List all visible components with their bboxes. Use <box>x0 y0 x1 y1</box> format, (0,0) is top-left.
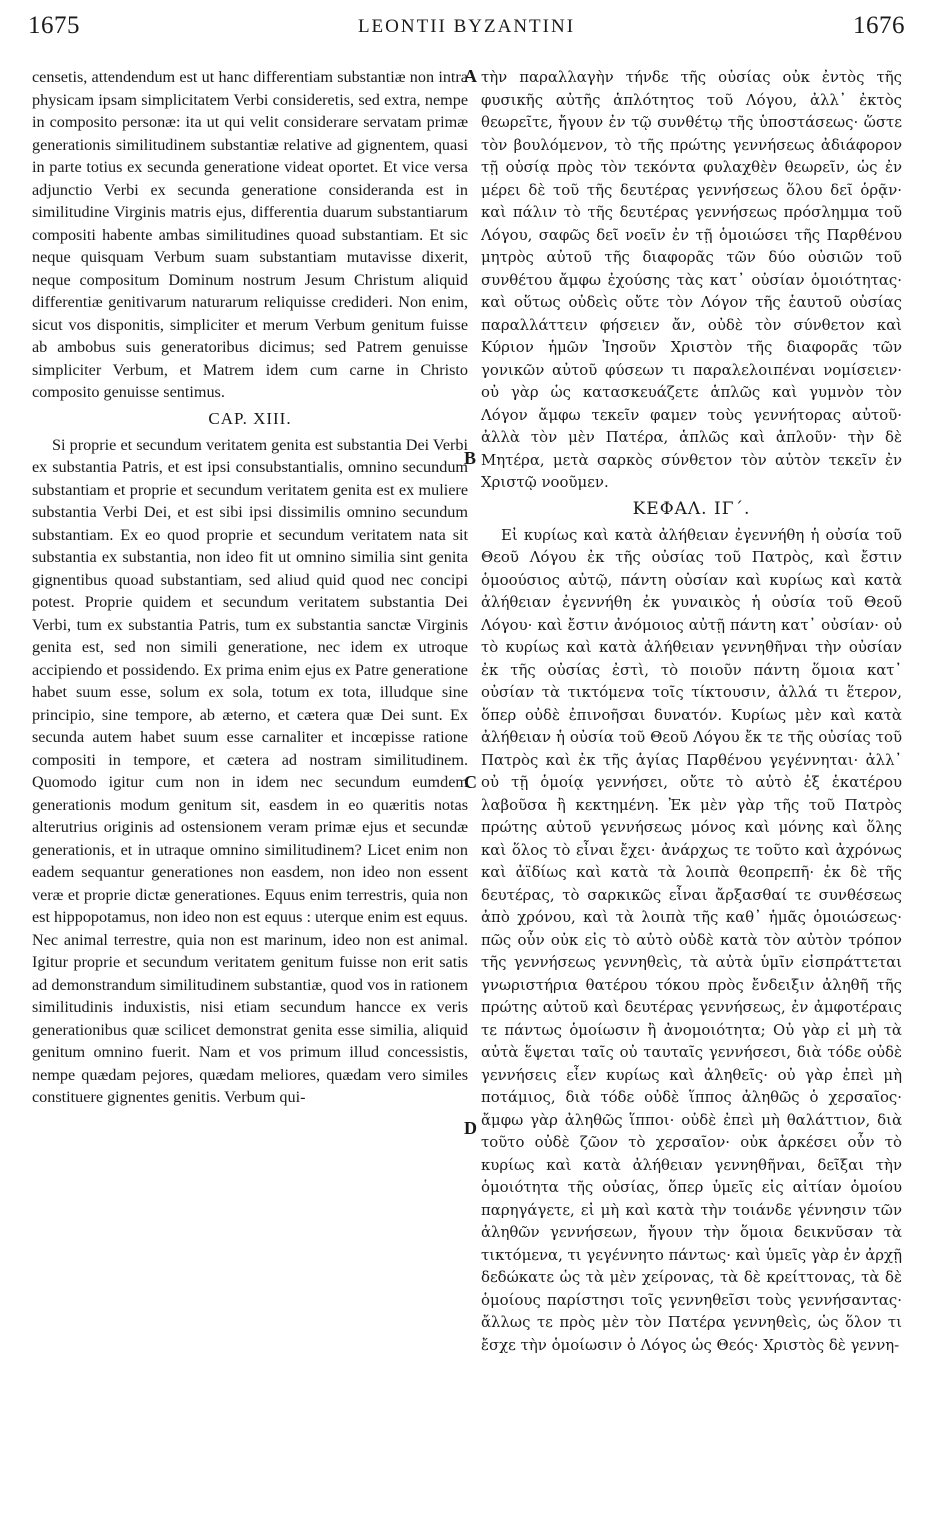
margin-letter-c: C <box>464 772 477 792</box>
margin-letter-a: A <box>464 66 477 86</box>
latin-paragraph-2: Si proprie et secundum veritatem genita est substantia Dei Verbi ex substantia Patris, et est ipsi consubstantialis, omnino secundum substantiam et proprie et secundum veritatem genita est ex muliere substantia Verbi Dei, et est sibi ipsi dissimilis omnino secundum substantiam. Ex eo quod proprie et secundum veritatem nata sit substantia ex substantia, non ideo fit ut omnino similia sint genita gignentibus quoad substantiam, sed aliud quid quod nec concipi potest. Proprie quidem et secundum veritatem substantia Dei Verbi, tum ex substantia Patris, tum ex substantia sanctæ Virginis genita est, sed non simili generatione, nec idem ex utroque accipiendo et possidendo. Ex prima enim ejus ex Patre generatione habet suum esse, solum ex sola, totum ex tota, illudque sine principio, sine tempore, ab æterno, et cætera quæ Dei sunt. Ex secunda autem habet suum esse carnaliter et incœpisse ratione compositi in tempore, et cætera ad nostram similitudinem. Quomodo igitur cum non in idem nec secundum eumdem generationis modum genitum sit, easdem in eo quæritis notas alterutrius originis ad ostensionem veram primæ ejus et secundæ generationis, et in utraque omnino similitudinem? Licet enim non eadem sequantur generationes non easdem, non ideo non essent veræ et proprie dictæ generationes. Equus enim terrestris, quia non est hippopotamus, non ideo non est equus : uterque enim est equus. Nec animal terrestre, quia non est marinum, ideo non est animal. Igitur proprie et secundum veritatem genitum fuisse non erit satis ad demonstrandum similitudinem substantiæ, quod vos in rationem similitudinis induxistis, nisi etiam secundum hancce ex veris generationibus quæ scilicet demonstrat genita esse similia, aliquid genitum omnino fuerit. Nam et vos primum illud concessistis, nempe quædam pejores, quædam meliores, quædam vero similes constituere gignentes genitis. Verbum qui- <box>32 435 468 1106</box>
running-header <box>28 12 905 52</box>
page-number-right: 1676 <box>853 12 905 39</box>
greek-chapter-heading: ΚΕΦΑΛ. ΙΓ΄. <box>632 498 751 519</box>
greek-paragraph-2: Εἰ κυρίως καὶ κατὰ ἀλήθειαν ἐγεννήθη ἡ οὐσία τοῦ Θεοῦ Λόγου ἐκ τῆς οὐσίας τοῦ Πατρὸς, καὶ ἔστιν ὁμοούσιος αὐτῷ, πάντη οὐσίαν καὶ κυρίως καὶ κατὰ ἀλήθειαν ἐγεννήθη ἐκ γυναικὸς ἡ οὐσία τοῦ Θεοῦ Λόγου· καὶ ἔστιν ἀνόμοιος αὐτῇ πάντη κατ᾽ οὐσίαν· οὐ τὸ κυρίως καὶ κατὰ ἀλήθειαν γεννηθῆναι τὴν οὐσίαν ἐκ τῆς οὐσίας ἐστὶ, τὸ ποιοῦν πάντη ὅμοια κατ᾽ οὐσίαν τὰ τικτόμενα τοῖς τίκτουσιν, ἀλλά τι ἕτερον, ὅπερ οὐδὲ ἐπινοῆσαι δυνατόν. Κυρίως μὲν καὶ κατὰ ἀλήθειαν ἡ οὐσία τοῦ Θεοῦ Λόγου ἔκ τε τῆς οὐσίας τοῦ Πατρὸς καὶ ἐκ τῆς ἁγίας Παρθένου γεγέννηται· ἀλλ᾽ οὐ τῇ ὁμοίᾳ γεννήσει, οὔτε τὸ αὐτὸ ἐξ ἑκατέρου λαβοῦσα ἢ κεκτημένη. Ἐκ μὲν γὰρ τῆς τοῦ Πατρὸς πρώτης αὐτοῦ γεννήσεως μόνος καὶ μόνης καὶ ὅλης καὶ ὅλος τὸ εἶναι ἔχει· ἀνάρχως τε τοῦτο καὶ ἀχρόνως καὶ ἀϊδίως καὶ κατὰ τὰ λοιπὰ θεοπρεπῆ· ἐκ δὲ τῆς δευτέρας, τὸ σαρκικῶς εἶναι ἄρξασθαί τε συνθέσεως ἀπὸ χρόνου, καὶ τὰ λοιπὰ τῆς καθ᾽ ἡμᾶς ὁμοιώσεως· πῶς οὖν οὐκ εἰς τὸ αὐτὸ οὐδὲ κατὰ τὸν αὐτὸν τρόπον τῆς γεννήσεως γεννηθεὶς, τὰ αὐτὰ ὑμῖν εἰσπράττεται γνωριστήρια θατέρου τόκου πρὸς ἔνδειξιν ἀληθῆ τῆς πρώτης αὐτοῦ καὶ δευτέρας γεννήσεως, ἐν ἀμφοτέραις τε πάντως ὁμοίωσιν ἢ ἀνομοιότητα; Οὐ γὰρ εἰ μὴ τὰ αὐτὰ ἕψεται ταῖς οὐ ταυταῖς γεννήσεσι, διὰ τόδε οὐδὲ γεννήσεις εἶεν κυρίως καὶ ἀληθεῖς· οὐ γὰρ ἐπεὶ μὴ ποτάμιος, διὰ τόδε οὐδὲ ἵππος ἀληθῶς ὁ χερσαῖος· ἄμφω γὰρ ἀληθῶς ἵπποι· οὐδὲ ἐπεὶ μὴ θαλάττιον, διὰ τοῦτο οὐδὲ ζῶον τὸ χερσαῖον· οὐκ ἀρκέσει οὖν τὸ κυρίως καὶ κατὰ ἀλήθειαν γεννηθῆναι, δεῖξαι τὴν ὁμοιότητα τῆς οὐσίας, ὅπερ ὑμεῖς εἰς αἰτίαν ὁμοίου παρηγάγετε, εἰ μὴ καὶ κατὰ τὴν τοιάνδε γέννησιν τῶν ἀληθῶν γεννήσεων, ἤγουν τὴν ὅμοια δεικνῦσαν τὰ τικτόμενα, τι γεγέννητο πάντως· καὶ ὑμεῖς γὰρ ἐν ἀρχῇ δεδώκατε ὡς τὰ μὲν χείρονας, τὰ δὲ κρείττονας, τὰ δὲ ὁμοίους παρίστησι τοῖς γεννηθεῖσι τοὺς γεννήσαντας· ἄλλως τε πρὸς μὲν τὸν Πατέρα γεννηθεὶς, ὡς ὅλον τι ἔσχε τὴν ὁμοίωσιν ὁ Λόγος ὡς Θεός· Χριστὸς δὲ γεννη- <box>481 525 902 1354</box>
latin-paragraph-1: censetis, attendendum est ut hanc differentiam substantiæ non intra physicam ipsam simplicitatem Verbi consideretis, sed extra, nempe in composito personæ: ita ut qui velit considerare servatam primæ generationis similitudinem substantiæ relative ad gignentem, quasi in parte totius ex secunda generatione videat oportet. Et vice versa adjunctio Verbi ex secunda generatione consideranda est in similitudine Virginis matris ejus, differentia duarum substantiarum compositi habente ambas similitudines quoad substantiam. Et sic neque quisquam Verbum suam substantiam mutavisse dixerit, neque compositum Dominum nostrum Jesum Christum aliquid differentiæ genitivarum naturarum reliquisse credideri. Non enim, sicut vos disponitis, simpliciter et merum Verbum genitum fuisse ab ambobus suis generatoribus dicimus; sed Patrem genuisse simpliciter Verbum, et Matrem idem cum carne in Christo composito genuisse sentimus. <box>32 68 468 401</box>
latin-column <box>32 66 468 1109</box>
running-title: LEONTII BYZANTINI <box>357 16 576 37</box>
latin-chapter-heading: CAP. XIII. <box>208 408 292 428</box>
margin-letter-d: D <box>464 1118 477 1138</box>
margin-letter-b: B <box>464 448 477 468</box>
greek-paragraph-1: τὴν παραλλαγὴν τήνδε τῆς οὐσίας οὐκ ἐντὸς τῆς φυσικῆς αὐτῆς ἁπλότητος τοῦ Λόγου, ἀλλ᾽ ἐκτὸς θεωρεῖτε, ἤγουν ἐν τῷ συνθέτῳ τῆς ὑποστάσεως· ὥστε τὸν βουλόμενον, τὸ τῆς πρώτης γεννήσεως ἀδιάφορον τῇ οὐσίᾳ πρὸς τὸν τεκόντα φυλαχθὲν θεωρεῖν, ὡς ἐν μέρει δὲ τοῦ τῆς δευτέρας γεννήσεως ὅλου δεῖ ὁρᾷν· καὶ πάλιν τὸ τῆς δευτέρας γεννήσεως πρόσλημμα τοῦ Λόγου, σαφῶς δεῖ νοεῖν ἐν τῇ ὁμοιώσει τῆς Παρθένου μητρὸς αὐτοῦ τῆς διαφορᾶς τῶν δύο οὐσιῶν τοῦ συνθέτου ἄμφω ἐχούσης τὰς κατ᾽ οὐσίαν ὁμοιότητας· καὶ οὕτως οὐδεὶς οὔτε τὸν Λόγον τῆς ἑαυτοῦ οὐσίας παραλλάττειν φήσειεν ἄν, οὐδὲ τὸν σύνθετον καὶ Κύριον ἡμῶν Ἰησοῦν Χριστὸν τῆς διαφορᾶς τῶν γονικῶν αὐτοῦ φύσεων τι παραλελοιπέναι νομίσειεν· οὐ γὰρ ὡς κατασκευάζετε ἁπλῶς καὶ γυμνὸν τὸν Λόγον ἄμφω τεκεῖν φαμεν τοὺς γεννήτορας αὐτοῦ· ἀλλὰ τὸν μὲν Πατέρα, ἁπλῶς καὶ ἁπλοῦν· τὴν δὲ Μητέρα, μετὰ σαρκὸς σύνθετον τὸν αὐτὸν τεκεῖν ἐν Χριστῷ νοοῦμεν. <box>481 68 902 491</box>
greek-column <box>481 66 902 1356</box>
page-number-left: 1675 <box>28 12 80 39</box>
